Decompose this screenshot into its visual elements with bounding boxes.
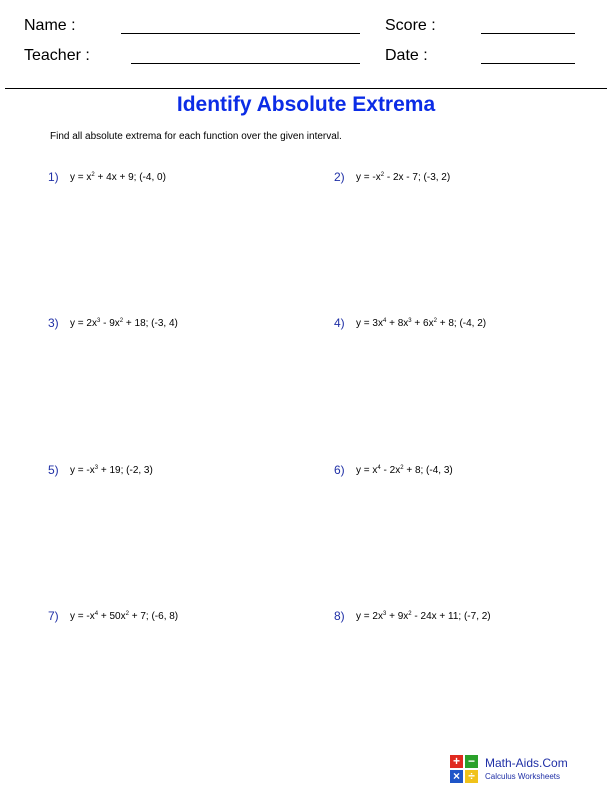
brand-name[interactable]: Math-Aids.Com [485,756,568,770]
problem-number: 4) [334,316,345,330]
plus-icon: + [450,755,463,768]
score-field[interactable] [481,33,575,34]
name-field[interactable] [121,33,360,34]
teacher-field[interactable] [131,63,360,64]
problem-expression: $y = -x^4 + 50x^2 + 7$; (-6, 8) [70,611,179,622]
date-label: Date : [385,47,428,64]
problem-number: 1) [48,170,59,184]
problem-number: 3) [48,316,59,330]
instructions: Find all absolute extrema for each function over the given interval. [50,131,342,142]
problem-expression: $y = x^2 + 4x + 9$; (-4, 0) [70,172,166,183]
problem-number: 6) [334,463,345,477]
score-label: Score : [385,17,436,34]
problem-expression: $y = -x^3 + 19$; (-2, 3) [70,465,153,476]
worksheet-title: Identify Absolute Extrema [176,93,436,116]
minus-icon: − [465,755,478,768]
math-aids-logo [450,755,478,783]
problem-expression: $y = -x^2 - 2x - 7$; (-3, 2) [356,172,451,183]
teacher-label: Teacher : [24,47,90,64]
problem-number: 7) [48,609,59,623]
problem-number: 2) [334,170,345,184]
problem-expression: $y = 3x^4 + 8x^3 + 6x^2 + 8$; (-4, 2) [356,318,487,329]
name-label: Name : [24,17,76,34]
problem-number: 5) [48,463,59,477]
brand-subtitle: Calculus Worksheets [485,772,560,781]
divide-icon: ÷ [465,770,478,783]
date-field[interactable] [481,63,575,64]
problem-expression: $y = 2x^3 + 9x^2 - 24x + 11$; (-7, 2) [356,611,491,622]
header-divider [5,88,607,89]
problem-number: 8) [334,609,345,623]
times-icon: × [450,770,463,783]
problem-expression: $y = x^4 - 2x^2 + 8$; (-4, 3) [356,465,453,476]
problem-expression: $y = 2x^3 - 9x^2 + 18$; (-3, 4) [70,318,178,329]
